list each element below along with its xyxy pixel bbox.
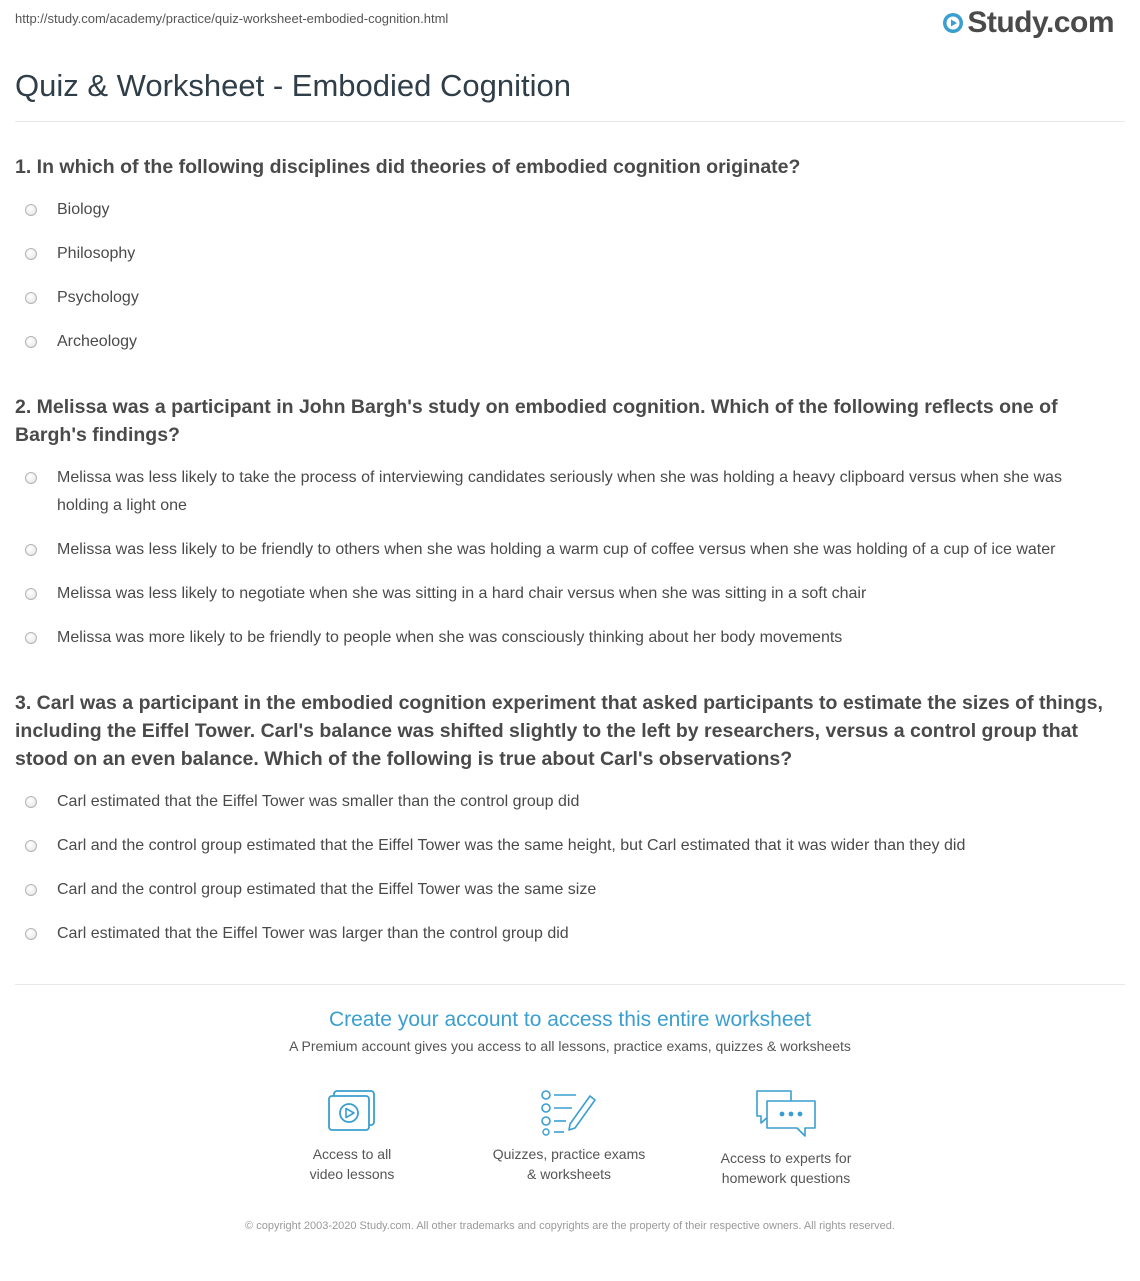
feature-label-line1: Quizzes, practice exams: [492, 1146, 646, 1162]
answer-option[interactable]: [15, 464, 1115, 520]
page-url: http://study.com/academy/practice/quiz-worksheet-embodied-cognition.html: [15, 11, 449, 26]
radio-button[interactable]: [25, 928, 37, 940]
option-label: Melissa was less likely to negotiate when she was sitting in a hard chair versus when she was sitting in a soft chair: [57, 585, 867, 602]
option-label: Philosophy: [57, 245, 136, 262]
answer-option[interactable]: [15, 536, 1115, 564]
answer-option[interactable]: [15, 284, 1115, 312]
radio-button[interactable]: [25, 544, 37, 556]
radio-button[interactable]: [25, 632, 37, 644]
option-label: Carl estimated that the Eiffel Tower was larger than the control group did: [57, 925, 569, 942]
option-label: Melissa was less likely to be friendly to others when she was holding a warm cup of coffee versus when she was holding of a cup of ice water: [57, 541, 1056, 558]
title-divider: [15, 121, 1125, 122]
question-2-options: [15, 464, 1115, 668]
question-2: 2. Melissa was a participant in John Bargh's study on embodied cognition. Which of the following reflects one of Bargh's findings?: [15, 396, 1058, 446]
copyright-notice: © copyright 2003-2020 Study.com. All other trademarks and copyrights are the property of their respective owners. All rights reserved.: [245, 1220, 895, 1232]
feature-label-line1: Access to experts for: [720, 1150, 852, 1166]
feature-video-lessons: [252, 1088, 452, 1184]
option-label: Archeology: [57, 333, 138, 350]
radio-button[interactable]: [25, 292, 37, 304]
radio-button[interactable]: [25, 472, 37, 484]
radio-button[interactable]: [25, 588, 37, 600]
answer-option[interactable]: [15, 876, 1115, 904]
option-label: Carl and the control group estimated that the Eiffel Tower was the same size: [57, 881, 597, 898]
checklist-icon: [540, 1088, 598, 1136]
option-label: Melissa was more likely to be friendly to people when she was consciously thinking about her body movements: [57, 629, 843, 646]
answer-option[interactable]: [15, 196, 1115, 224]
radio-button[interactable]: [25, 248, 37, 260]
feature-label-line1: Access to all: [312, 1146, 392, 1162]
option-label: Melissa was less likely to take the process of interviewing candidates seriously when she was holding a heavy clipboard versus when she was holding a light one: [57, 469, 1062, 514]
feature-quizzes: [469, 1088, 669, 1184]
play-logo-icon: [942, 12, 964, 34]
answer-option[interactable]: [15, 328, 1115, 356]
radio-button[interactable]: [25, 840, 37, 852]
option-label: Biology: [57, 201, 110, 218]
page-title: Quiz & Worksheet - Embodied Cognition: [15, 68, 571, 103]
radio-button[interactable]: [25, 336, 37, 348]
premium-description: A Premium account gives you access to all lessons, practice exams, quizzes & worksheets: [289, 1038, 851, 1054]
feature-label-line2: homework questions: [721, 1170, 851, 1186]
study-logo[interactable]: [942, 6, 1114, 40]
option-label: Psychology: [57, 289, 139, 306]
answer-option[interactable]: [15, 788, 1115, 816]
question-1: 1. In which of the following disciplines did theories of embodied cognition originate?: [15, 156, 801, 178]
logo-wordmark: Study.com: [967, 6, 1114, 39]
answer-option[interactable]: [15, 832, 1115, 860]
feature-label-line2: video lessons: [309, 1166, 395, 1182]
question-3: 3. Carl was a participant in the embodied cognition experiment that asked participants to estimate the sizes of things, including the Eiffel Tower. Carl's balance was shifted slightly to the left by researchers, versus a control group that stood on an even balance. Which of the following is true about Carl's observations?: [15, 692, 1103, 770]
feature-experts: [686, 1088, 886, 1188]
radio-button[interactable]: [25, 796, 37, 808]
question-3-options: [15, 788, 1115, 964]
answer-option[interactable]: [15, 240, 1115, 268]
answer-option[interactable]: [15, 580, 1115, 608]
option-label: Carl and the control group estimated that the Eiffel Tower was the same height, but Carl estimated that it was wider than they did: [57, 837, 966, 854]
feature-label-line2: & worksheets: [526, 1166, 612, 1182]
section-divider: [15, 984, 1125, 985]
question-1-options: [15, 196, 1115, 372]
chat-bubbles-icon: [753, 1088, 819, 1140]
video-lesson-icon: [326, 1088, 378, 1136]
create-account-link[interactable]: Create your account to access this entire worksheet: [328, 1008, 812, 1031]
answer-option[interactable]: [15, 920, 1115, 948]
answer-option[interactable]: [15, 624, 1115, 652]
option-label: Carl estimated that the Eiffel Tower was smaller than the control group did: [57, 793, 580, 810]
radio-button[interactable]: [25, 884, 37, 896]
radio-button[interactable]: [25, 204, 37, 216]
